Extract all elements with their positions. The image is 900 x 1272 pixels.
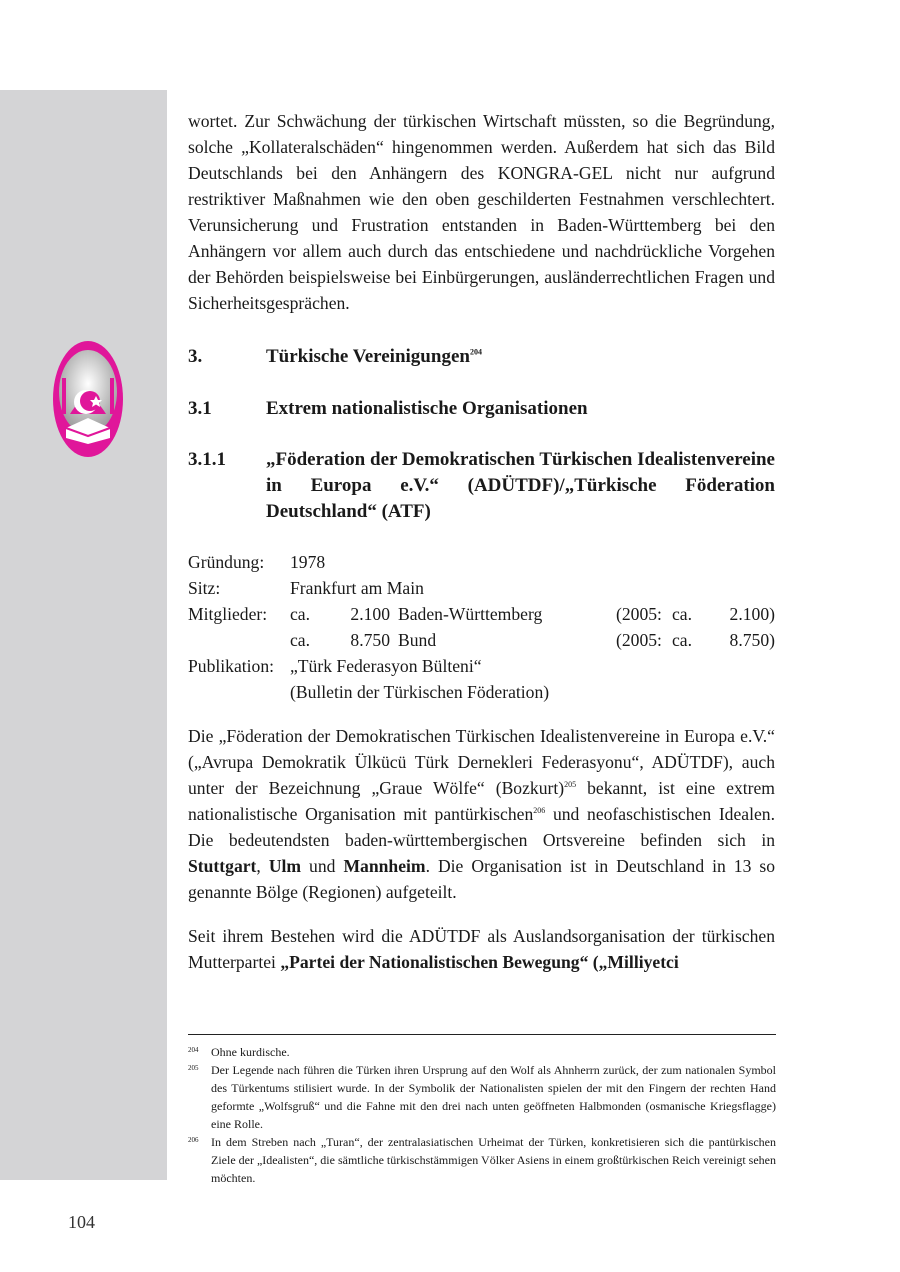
page-margin-bar: [0, 90, 167, 1180]
organization-facts: [188, 549, 775, 705]
footnote-206: [188, 1133, 776, 1187]
founding-value: 1978: [290, 552, 326, 572]
heading-title: Extrem nationalistische Organisationen: [266, 398, 588, 419]
city-mannheim: Mannheim: [343, 856, 426, 876]
members-prev-year: (2005:: [616, 604, 662, 624]
footnote-number: 204: [188, 1046, 199, 1054]
members-region: Baden-Württemberg: [398, 604, 543, 624]
footnote-text: In dem Streben nach „Turan“, der zentralasiatischen Urheimat der Türken, konkretisieren sich die pantürkischen Ziele der „Idealisten“, die sämtliche türkischstämmigen Völker Asiens in einem großtürkischen Reich vereinigt sehen möchten.: [211, 1135, 776, 1185]
members-prev-approx: ca.: [672, 604, 693, 624]
footnote-divider: [188, 1034, 776, 1035]
members-prev-approx: ca.: [672, 630, 693, 650]
footnote-205: [188, 1061, 776, 1133]
heading-title: Türkische Vereinigungen$^{204}$: [266, 346, 482, 367]
description-paragraph: Die „Föderation der Demokratischen Türkischen Idealistenvereine in Europa e.V.“ („Avrupa Demokratik Ülkücü Türk Dernekleri Federasyonu“, ADÜTDF), auch unter der Bezeichnung „Graue Wölfe“ (Bozkurt)$^{205}$ bekannt, ist eine extrem nationalistische Organisation mit pantürkischen$^{206}$ und neofaschistischen Idealen. Die bedeutendsten baden-württembergischen Ortsvereine befinden sich in Stuttgart, Ulm und Mannheim. Die Organisation ist in Deutschland in 13 so genannte Bölge (Regionen) aufgeteilt.: [188, 726, 776, 902]
footnote-ref-204: 204: [469, 347, 482, 357]
intro-paragraph: wortet. Zur Schwächung der türkischen Wirtschaft müssten, so die Begründung, solche „Kollateralschäden“ hingenommen werden. Außerdem hat sich das Bild Deutschlands bei den Anhängern des KONGRA-GEL nicht nur aufgrund restriktiver Maßnahmen wie den oben geschilderten Festnahmen verschlechtert. Verunsicherung und Frustration entstanden in Baden-Württemberg bei den Anhängern vor allem auch durch das entschiedene und nachdrückliche Vorgehen der Behörden beispielsweise bei Einbürgerungen, ausländerrechtlichen Fragen und Sicherheitsgesprächen.: [188, 111, 775, 313]
members-region: Bund: [398, 630, 437, 650]
footnote-number: 206: [188, 1136, 199, 1144]
members-count: 2.100: [350, 604, 390, 624]
heading-section-3: [188, 344, 775, 370]
members-prev-year: (2005:: [616, 630, 662, 650]
members-approx: ca.: [290, 630, 311, 650]
members-count: 8.750: [350, 630, 390, 650]
heading-section-3-1: [188, 396, 775, 422]
publication-title: „Türk Federasyon Bülteni“: [290, 656, 482, 676]
party-name: „Partei der Nationalistischen Bewegung“ („Milliyetci: [280, 952, 679, 972]
footnote-text: Der Legende nach führen die Türken ihren Ursprung auf den Wolf als Ahnherrn zurück, der zum nationalen Symbol des Türkentums stilisiert wurde. In der Symbolik der Nationalisten spielen der mit den Fingern der rechten Hand geformte „Wolfsgruß“ und die Fahne mit den drei nach unten geöffneten Halbmonden (osmanische Kriegsflagge) eine Rolle.: [211, 1063, 776, 1131]
city-ulm: Ulm: [268, 856, 302, 876]
publication-label: Publikation:: [188, 656, 275, 676]
heading-number: 3.1: [188, 398, 212, 419]
footnote-ref-206: 206: [533, 806, 546, 816]
members-label: Mitglieder:: [188, 604, 268, 624]
turkish-associations-emblem-icon: [52, 340, 124, 458]
footnote-ref-205: 205: [564, 780, 577, 790]
history-paragraph: Seit ihrem Bestehen wird die ADÜTDF als Auslandsorganisation der türkischen Mutterpartei „Partei der Nationalistischen Bewegung“ („Milliyetci: [188, 926, 775, 972]
city-stuttgart: Stuttgart: [188, 856, 257, 876]
members-prev-count: 2.100): [729, 604, 775, 624]
seat-value: Frankfurt am Main: [290, 578, 424, 598]
footnote-number: 205: [188, 1064, 199, 1072]
founding-label: Gründung:: [188, 552, 265, 572]
page-number: 104: [68, 1212, 95, 1232]
members-approx: ca.: [290, 604, 311, 624]
publication-translation: (Bulletin der Türkischen Föderation): [290, 682, 550, 702]
heading-number: 3.: [188, 346, 203, 367]
footnote-text: Ohne kurdische.: [211, 1045, 290, 1059]
heading-section-3-1-1: [188, 447, 775, 525]
seat-label: Sitz:: [188, 578, 221, 598]
members-prev-count: 8.750): [729, 630, 775, 650]
footnotes: [188, 1043, 776, 1187]
main-content: [188, 108, 775, 975]
footnote-204: [188, 1043, 776, 1061]
heading-title: „Föderation der Demokratischen Türkischen Idealistenvereine in Europa e.V.“ (ADÜTDF)/„Türkische Föderation Deutschland“ (ATF): [266, 449, 775, 522]
heading-number: 3.1.1: [188, 449, 226, 470]
